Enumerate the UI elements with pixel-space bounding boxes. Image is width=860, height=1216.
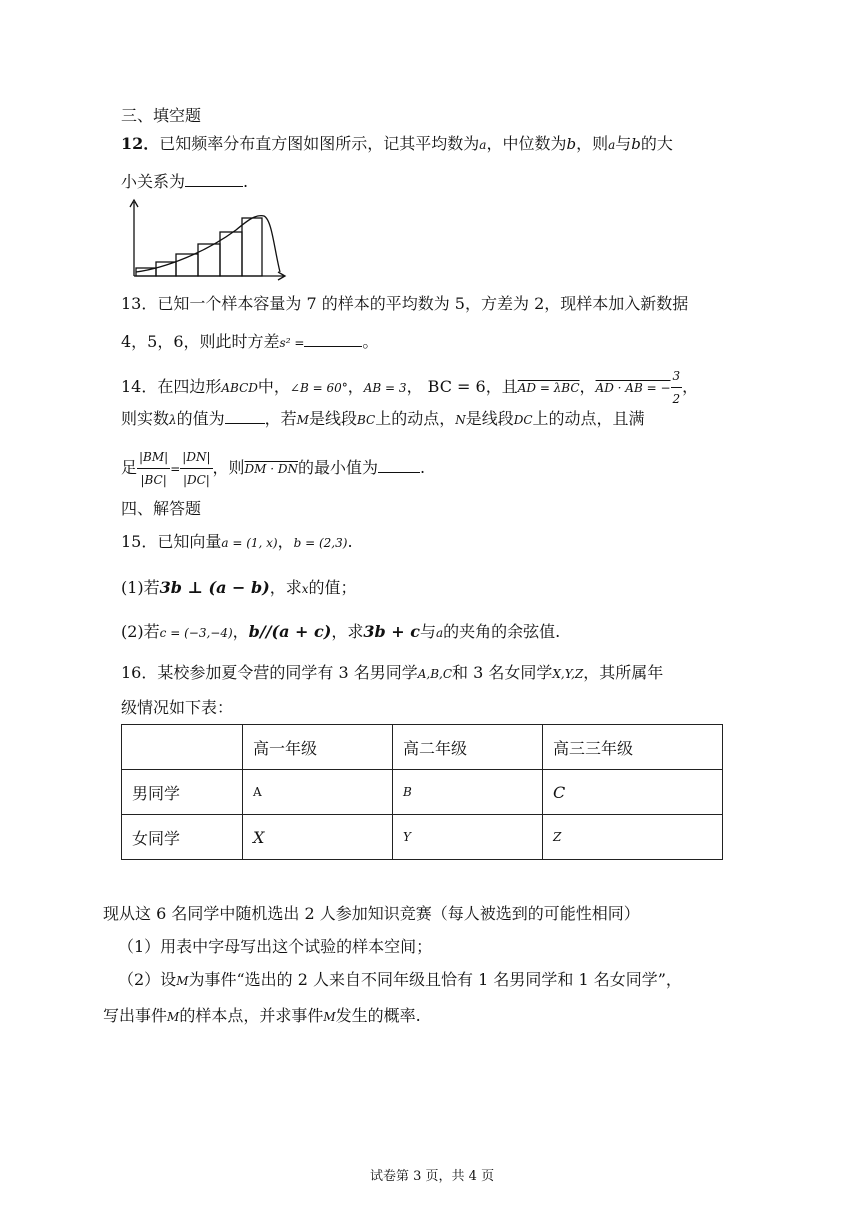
- text: 发生的概率.: [335, 1006, 421, 1025]
- table-cell: A: [243, 770, 393, 815]
- text: 的值为: [176, 409, 225, 428]
- math: AD = λBC: [517, 381, 580, 395]
- question-13-line1: 13．已知一个样本容量为 7 的样本的平均数为 5，方差为 2，现样本加入新数据: [121, 294, 689, 313]
- text: ，求: [269, 578, 302, 597]
- histogram-bar: [156, 262, 176, 276]
- histogram-bar: [242, 218, 262, 276]
- text: 是线段: [308, 409, 357, 428]
- text: ，: [682, 377, 699, 396]
- question-14-line2: [121, 405, 645, 431]
- table-cell: Y: [393, 815, 543, 860]
- text: ，中位数为: [486, 134, 567, 153]
- text: 的夹角的余弦值.: [443, 622, 561, 641]
- question-15-part1: [121, 577, 357, 600]
- math: DM · DN: [244, 462, 298, 476]
- math: BC: [356, 413, 376, 427]
- text: 中，: [257, 377, 290, 396]
- fraction: [180, 446, 212, 491]
- question-16-sub3: [103, 1005, 421, 1028]
- table-header-cell: [122, 725, 243, 770]
- math: DC: [513, 413, 533, 427]
- math: x: [301, 582, 309, 596]
- table-row: [122, 815, 723, 860]
- question-14-line1: [121, 365, 698, 410]
- answer-blank: [378, 454, 420, 473]
- text: (2)若: [121, 622, 160, 641]
- table-cell: B: [393, 770, 543, 815]
- fraction: [671, 365, 683, 410]
- table-row: [122, 770, 723, 815]
- question-15-line1: [121, 531, 353, 554]
- text: (1)若: [121, 578, 160, 597]
- table-header-row: [122, 725, 723, 770]
- question-16-paragraph: 现从这 6 名同学中随机选出 2 人参加知识竞赛（每人被选到的可能性相同）: [103, 904, 640, 923]
- var-b: b: [566, 135, 577, 153]
- text: 14．在四边形: [121, 377, 222, 396]
- text: ，则: [212, 458, 245, 477]
- answer-blank: [185, 168, 243, 187]
- math: b//(a + c): [248, 622, 332, 641]
- table-cell: X: [243, 815, 393, 860]
- math: 3b ⊥ (a − b): [159, 578, 270, 597]
- section-title: 三、填空题: [121, 106, 202, 125]
- frequency-histogram-figure: [126, 196, 290, 282]
- question-12-line1: [121, 133, 673, 156]
- grade-table: [121, 724, 723, 860]
- text: 16．某校参加夏令营的同学有 3 名男同学: [121, 663, 418, 682]
- var-a: a: [608, 138, 616, 152]
- answer-blank: [225, 405, 265, 424]
- text: 小关系为: [121, 172, 186, 191]
- math: a: [435, 626, 444, 640]
- question-16-line1: [121, 662, 663, 685]
- text: 和 3 名女同学: [452, 663, 553, 682]
- question-12-line2: [121, 168, 248, 193]
- math: b = (2,3): [293, 536, 348, 550]
- text: ，: [579, 377, 596, 396]
- text: 与: [615, 134, 632, 153]
- text: 写出事件: [103, 1006, 168, 1025]
- text: ，: [277, 532, 294, 551]
- numerator: |DN|: [180, 446, 212, 469]
- math: X,Y,Z: [552, 667, 584, 681]
- question-number: 12．: [121, 134, 160, 153]
- text: ，其所属年: [583, 663, 664, 682]
- text: 的大: [640, 134, 673, 153]
- var-b: b: [631, 135, 641, 153]
- text: 上的动点，: [375, 409, 456, 428]
- table-header-cell: 高三三年级: [543, 725, 723, 770]
- page-footer: 试卷第 3 页，共 4 页: [370, 1169, 495, 1184]
- text: 的样本点，并求事件: [179, 1006, 324, 1025]
- text: 4，5，6，则此时方差: [121, 332, 280, 351]
- text: （2）设: [118, 970, 177, 989]
- text: 则实数: [121, 409, 170, 428]
- question-16-sub2: [118, 969, 682, 992]
- text: ，若: [264, 409, 297, 428]
- text: 已知频率分布直方图如图所示，记其平均数为: [159, 134, 480, 153]
- math: ∠B = 60°: [289, 381, 348, 395]
- answer-blank: [304, 328, 362, 347]
- question-13-line2: [121, 328, 378, 354]
- table-cell: C: [543, 770, 723, 815]
- math: M: [176, 974, 189, 988]
- math: c = (−3,−4): [159, 626, 233, 640]
- math: N: [455, 413, 466, 427]
- math: λ: [169, 413, 177, 427]
- text: 的最小值为: [298, 458, 379, 477]
- math: M: [167, 1010, 180, 1024]
- text: ，: [232, 622, 249, 641]
- text: .: [420, 458, 426, 477]
- table-cell: 女同学: [122, 815, 243, 860]
- variance-symbol: s² =: [279, 336, 305, 350]
- question-16-sub1: （1）用表中字母写出这个试验的样本空间；: [118, 937, 433, 956]
- text: 的值；: [308, 578, 357, 597]
- denominator: |BC|: [140, 473, 167, 487]
- question-15-part2: [121, 621, 560, 644]
- text: 上的动点，且满: [532, 409, 645, 428]
- text: .: [243, 172, 249, 191]
- numerator: 3: [671, 365, 683, 388]
- text: 是线段: [465, 409, 514, 428]
- text: 足: [121, 458, 138, 477]
- math: ABCD: [221, 381, 258, 395]
- math: AB = 3: [363, 381, 407, 395]
- math: M: [296, 413, 309, 427]
- math: =: [170, 462, 181, 476]
- table-header-cell: 高一年级: [243, 725, 393, 770]
- var-a: a: [479, 138, 487, 152]
- math: AD · AB = −: [595, 381, 671, 395]
- text: ， BC = 6，且: [406, 377, 518, 396]
- histogram-bar: [198, 244, 220, 276]
- numerator: |BM|: [137, 446, 170, 469]
- table-header-cell: 高二年级: [393, 725, 543, 770]
- math: a = (1, x): [221, 536, 278, 550]
- text: ，: [347, 377, 364, 396]
- text: ，求: [331, 622, 364, 641]
- text: 为事件“选出的 2 人来自不同年级且恰有 1 名男同学和 1 名女同学”，: [188, 970, 682, 989]
- table-cell: Z: [543, 815, 723, 860]
- text: .: [347, 532, 353, 551]
- text: 15．已知向量: [121, 532, 222, 551]
- question-14-line3: [121, 446, 425, 491]
- denominator: 2: [672, 392, 681, 406]
- text: ，则: [576, 134, 609, 153]
- math: A,B,C: [417, 667, 453, 681]
- section-title: 四、解答题: [121, 499, 202, 518]
- question-16-line2: 级情况如下表：: [121, 698, 234, 717]
- math: M: [323, 1010, 336, 1024]
- table-cell: 男同学: [122, 770, 243, 815]
- fraction: [137, 446, 170, 491]
- denominator: |DC|: [182, 473, 210, 487]
- text: 与: [419, 622, 436, 641]
- text: 。: [362, 332, 379, 351]
- math: 3b + c: [363, 622, 420, 641]
